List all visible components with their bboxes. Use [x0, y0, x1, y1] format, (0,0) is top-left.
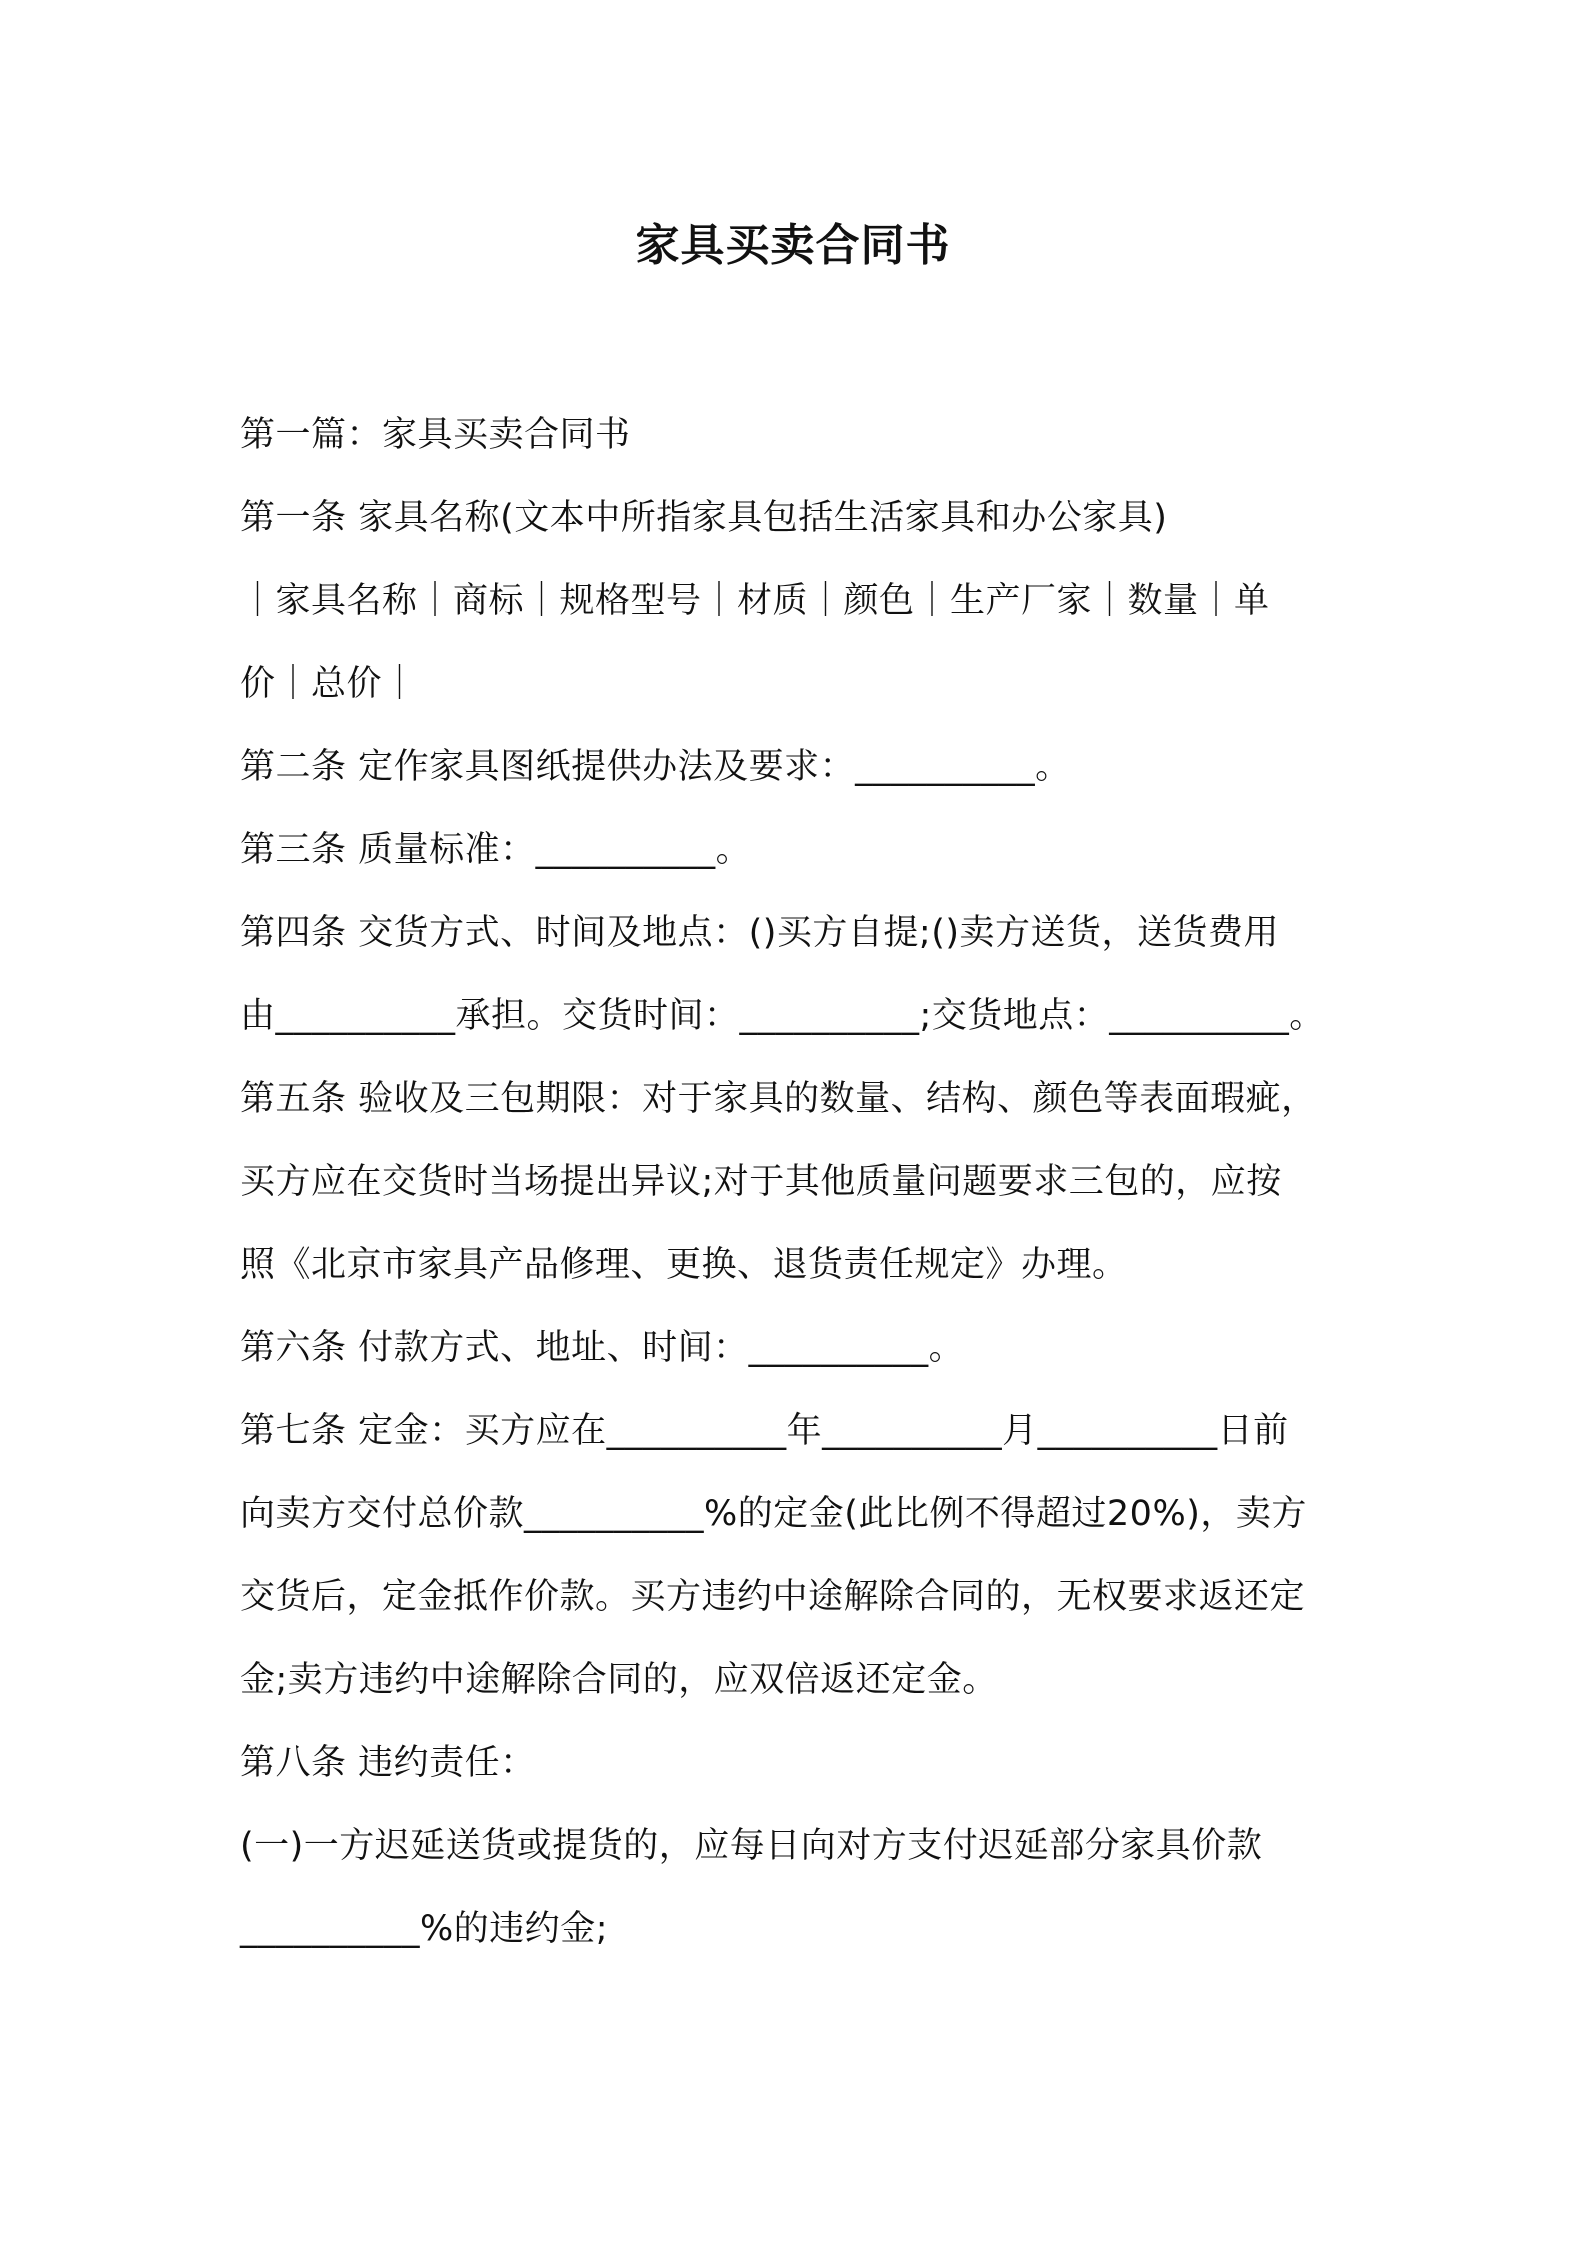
text-line: ｜家具名称｜商标｜规格型号｜材质｜颜色｜生产厂家｜数量｜单: [240, 581, 1270, 621]
text-line: 第五条 验收及三包期限：对于家具的数量、结构、颜色等表面瑕疵，: [240, 1079, 1317, 1119]
text-line: 由__________承担。交货时间：__________;交货地点：__________。: [240, 996, 1325, 1036]
document-title: 家具买卖合同书: [635, 220, 951, 271]
text-line: 照《北京市家具产品修理、更换、退货责任规定》办理。: [240, 1245, 1128, 1285]
text-line: 价｜总价｜: [240, 664, 418, 704]
document-body: [240, 400, 1380, 1977]
text-line: 第八条 违约责任：: [240, 1743, 536, 1783]
text-line: 向卖方交付总价款__________%的定金(此比例不得超过20%)，卖方: [240, 1494, 1307, 1534]
text-line: 第四条 交货方式、时间及地点：()买方自提;()卖方送货，送货费用: [240, 913, 1280, 953]
text-line: 第一篇：家具买卖合同书: [240, 415, 631, 455]
text-line: 第三条 质量标准：__________。: [240, 830, 752, 870]
text-line: (一)一方迟延送货或提货的，应每日向对方支付迟延部分家具价款: [240, 1826, 1263, 1866]
text-line: 第一条 家具名称(文本中所指家具包括生活家具和办公家具): [240, 498, 1168, 538]
text-line: __________%的违约金;: [240, 1909, 609, 1949]
text-line: 第二条 定作家具图纸提供办法及要求：__________。: [240, 747, 1071, 787]
text-line: 第六条 付款方式、地址、时间：__________。: [240, 1328, 965, 1368]
text-line: 金;卖方违约中途解除合同的，应双倍返还定金。: [240, 1660, 998, 1700]
text-line: 买方应在交货时当场提出异议;对于其他质量问题要求三包的，应按: [240, 1162, 1282, 1202]
text-line: 交货后，定金抵作价款。买方违约中途解除合同的，无权要求返还定: [240, 1577, 1306, 1617]
text-line: 第七条 定金：买方应在__________年__________月__________日前: [240, 1411, 1289, 1451]
